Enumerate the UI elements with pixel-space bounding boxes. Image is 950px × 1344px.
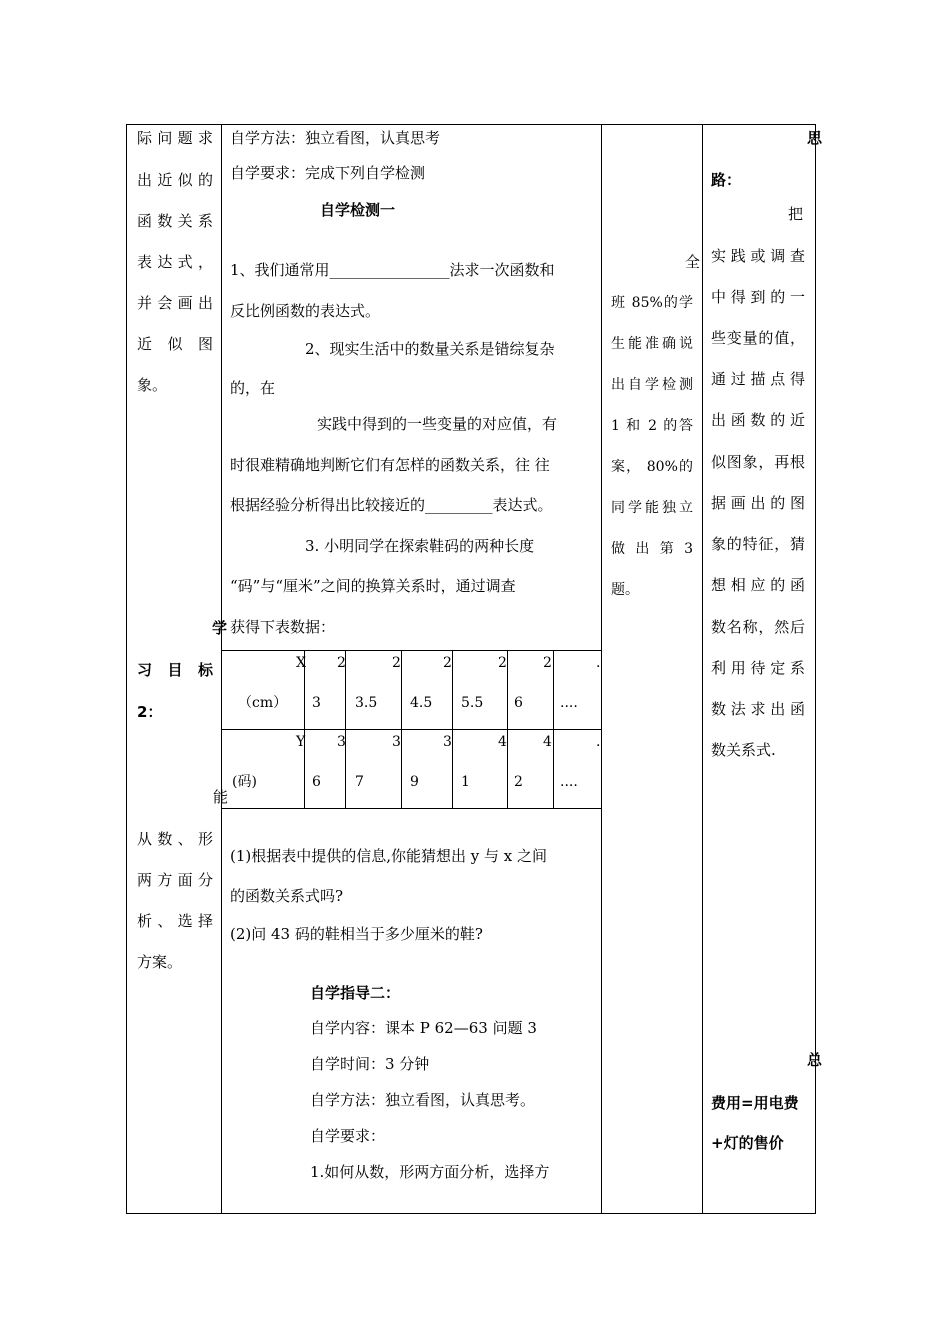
- question-3-line-1: 3. 小明同学在探索鞋码的两种长度: [305, 537, 535, 555]
- goal-char-neng: 能: [213, 788, 229, 806]
- goal-number: 2：: [137, 703, 163, 721]
- x-tens-2: 2: [392, 655, 401, 671]
- self-study-requirement-2: 自学要求：: [310, 1127, 386, 1145]
- x-label-top: X: [296, 655, 306, 671]
- self-study-time: 自学时间：3 分钟: [310, 1055, 430, 1073]
- question-3-line-3: 获得下表数据：: [230, 618, 336, 636]
- idea-line-5: 出函数的近: [711, 411, 805, 429]
- cost-line-2: +灯的售价: [711, 1134, 784, 1152]
- table-top-border: [126, 124, 816, 125]
- question-2-line-5: 根据经验分析得出比较接近的_________表达式。: [230, 496, 553, 514]
- goal-line-4: 方案。: [137, 953, 183, 971]
- self-study-requirement-1: 自学要求：完成下列自学检测: [230, 164, 426, 182]
- self-study-method-1: 自学方法：独立看图，认真思考: [230, 129, 441, 147]
- question-2-line-2: 的，在: [230, 379, 276, 397]
- idea-char-lu: 路：: [711, 171, 742, 189]
- col-border-1: [126, 124, 127, 1214]
- sub-question-1-line-1: (1)根据表中提供的信息,你能猜想出 y 与 x 之间: [230, 847, 548, 865]
- data-table-middle: [221, 729, 601, 730]
- x-units-3: 4.5: [410, 695, 433, 711]
- y-tens-2: 3: [392, 734, 401, 750]
- question-3-line-2: “码”与“厘米”之间的换算关系时，通过调查: [230, 577, 516, 595]
- idea-line-10: 数名称，然后: [711, 618, 805, 636]
- assessment-line-7: 做 出 第 3: [611, 541, 693, 557]
- idea-line-13: 数关系式.: [711, 741, 776, 759]
- y-tens-5: 4: [543, 734, 552, 750]
- assessment-char: 全: [685, 253, 701, 271]
- question-2-line-3: 实践中得到的一些变量的对应值，有: [317, 415, 558, 433]
- data-table-bottom: [221, 808, 601, 809]
- self-study-content: 自学内容：课本 P 62—63 问题 3: [310, 1019, 537, 1037]
- assessment-line-4: 1 和 2 的答: [611, 418, 693, 434]
- left-line-2: 出近似的: [137, 171, 213, 189]
- left-line-4: 表达式，: [137, 253, 213, 271]
- data-table-col-rule: [553, 650, 554, 808]
- idea-line-6: 似图象，再根: [711, 453, 805, 471]
- x-label-bottom: （cm）: [238, 695, 288, 711]
- idea-line-3: 些变量的值，: [711, 329, 805, 347]
- x-tens-1: 2: [337, 655, 346, 671]
- idea-line-1: 实践或调查: [711, 247, 805, 265]
- x-units-6: ....: [560, 695, 578, 711]
- self-test-title: 自学检测一: [320, 201, 396, 219]
- x-tens-3: 2: [443, 655, 452, 671]
- y-units-5: 2: [514, 774, 523, 790]
- x-units-4: 5.5: [461, 695, 484, 711]
- y-tens-1: 3: [337, 734, 346, 750]
- y-units-1: 6: [312, 774, 321, 790]
- goal-line-1: 从数、形: [137, 830, 213, 848]
- left-line-6: 近 似 图: [137, 335, 213, 353]
- idea-line-8: 象的特征，猜: [711, 535, 805, 553]
- x-tens-6: .: [596, 655, 601, 671]
- left-line-1: 际问题求: [137, 129, 213, 147]
- y-tens-6: .: [596, 734, 601, 750]
- y-units-4: 1: [461, 774, 470, 790]
- x-tens-5: 2: [543, 655, 552, 671]
- cost-line-1: 费用=用电费: [711, 1094, 799, 1112]
- y-units-6: ....: [560, 774, 578, 790]
- assessment-line-3: 出自学检测: [611, 377, 693, 393]
- x-units-2: 3.5: [355, 695, 378, 711]
- x-units-5: 6: [514, 695, 523, 711]
- data-table-col-rule: [345, 650, 346, 808]
- assessment-line-5: 案， 80%的: [611, 459, 693, 475]
- y-tens-4: 4: [498, 734, 507, 750]
- idea-line-2: 中得到的一: [711, 288, 805, 306]
- assessment-line-6: 同学能独立: [611, 500, 693, 516]
- assessment-line-8: 题。: [611, 582, 639, 598]
- y-units-3: 9: [410, 774, 419, 790]
- y-tens-3: 3: [443, 734, 452, 750]
- idea-line-9: 想相应的函: [711, 576, 805, 594]
- summary-char: 总: [807, 1051, 823, 1069]
- self-study-method-2: 自学方法：独立看图，认真思考。: [310, 1091, 536, 1109]
- idea-line-12: 数法求出函: [711, 700, 805, 718]
- data-table-col-rule: [452, 650, 453, 808]
- y-label-bottom: (码): [232, 774, 257, 790]
- data-table-top: [221, 650, 601, 651]
- idea-line-4: 通过描点得: [711, 370, 805, 388]
- left-line-3: 函数关系: [137, 212, 213, 230]
- idea-char-ba: 把: [788, 205, 804, 223]
- assessment-line-2: 生能准确说: [611, 336, 693, 352]
- question-2-line-4: 时很难精确地判断它们有怎样的函数关系，往 往: [230, 456, 550, 474]
- requirement-item-1: 1.如何从数，形两方面分析，选择方: [310, 1163, 550, 1181]
- x-tens-4: 2: [498, 655, 507, 671]
- data-table-col-rule: [401, 650, 402, 808]
- idea-line-11: 利用待定系: [711, 659, 805, 677]
- question-1-line-2: 反比例函数的表达式。: [230, 302, 381, 320]
- sub-question-1-line-2: 的函数关系式吗?: [230, 887, 344, 905]
- data-table-col-rule: [507, 650, 508, 808]
- idea-char-si: 思: [807, 129, 823, 147]
- left-line-5: 并会画出: [137, 294, 213, 312]
- goal-line-2: 两方面分: [137, 871, 213, 889]
- question-1-line-1: 1、我们通常用________________法求一次函数和: [230, 261, 555, 279]
- assessment-line-1: 班 85%的学: [611, 295, 693, 311]
- col-border-3: [601, 124, 602, 1214]
- question-2-line-1: 2、现实生活中的数量关系是错综复杂: [305, 340, 555, 358]
- left-line-7: 象。: [137, 376, 168, 394]
- col-border-2: [221, 124, 222, 1214]
- guide-2-title: 自学指导二：: [310, 984, 401, 1002]
- goal-char-xue: 学: [212, 619, 228, 637]
- sub-question-2: (2)问 43 码的鞋相当于多少厘米的鞋?: [230, 925, 483, 943]
- data-table-col-rule: [304, 650, 305, 808]
- col-border-4: [702, 124, 703, 1214]
- idea-line-7: 据画出的图: [711, 494, 805, 512]
- table-bottom-border: [126, 1213, 816, 1214]
- goal-label: 习 目 标: [137, 661, 213, 679]
- y-label-top: Y: [296, 734, 306, 750]
- x-units-1: 3: [312, 695, 321, 711]
- y-units-2: 7: [355, 774, 364, 790]
- goal-line-3: 析、选择: [137, 912, 213, 930]
